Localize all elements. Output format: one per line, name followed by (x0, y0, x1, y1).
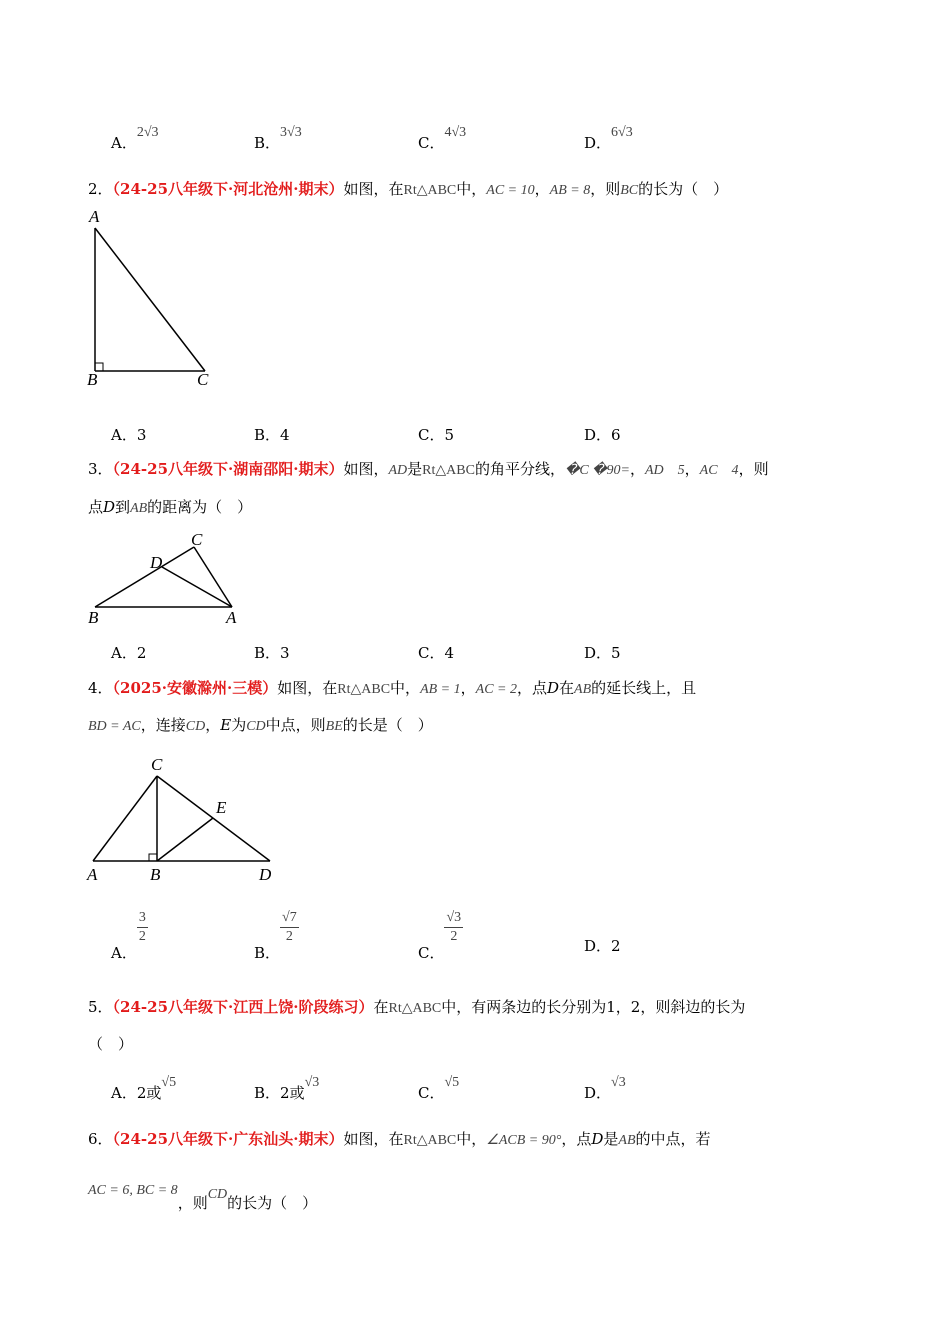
q2-label-b: B (87, 370, 98, 389)
q5-option-b[interactable]: B．2或√3 (254, 1075, 320, 1102)
q2-option-b[interactable]: B．4 (254, 426, 290, 444)
q6-source: （24-25八年级下·广东汕头·期末） (112, 1130, 344, 1148)
q4-option-b[interactable]: B． $\frac{√7}{2}$ (254, 910, 297, 962)
q3-stem-line1: 3．（24-25八年级下·湖南邵阳·期末）如图，AD是Rt△ABC的角平分线，�C �90=，AD 5，AC 4，则 (88, 460, 769, 478)
q5-stem-line1: 5．（24-25八年级下·江西上饶·阶段练习）在Rt△ABC中，有两条边的长分别为1，2，则斜边的长为 (88, 998, 746, 1016)
q1-option-b[interactable]: B．3√3 (254, 125, 302, 152)
q5-source: （24-25八年级下·江西上饶·阶段练习） (112, 998, 374, 1016)
q4-option-a-fraction: $\frac{3}{2}$ (138, 910, 146, 944)
q2-figure (85, 208, 225, 393)
q4-figure (88, 770, 278, 870)
q5-option-d[interactable]: D．√3 (584, 1075, 626, 1102)
q5-option-a[interactable]: A．2或√5 (111, 1075, 177, 1102)
q4-option-a[interactable]: A． $\frac{3}{2}$ (111, 910, 146, 962)
q5-stem-line2: （ ） (88, 1035, 134, 1053)
q4-label-a: A (87, 865, 98, 884)
q3-option-a[interactable]: A．2 (111, 644, 147, 662)
q2-label-c: C (197, 370, 209, 389)
q1-option-a-value: 2√3 (136, 125, 159, 140)
q4-option-d[interactable]: D．2 (584, 937, 621, 955)
q3-label-b: B (88, 608, 99, 627)
q4-label-e: E (216, 798, 227, 817)
q3-label-d: D (150, 553, 163, 572)
q5-option-c[interactable]: C．√5 (418, 1075, 460, 1102)
q4-source: （2025·安徽滁州·三模） (112, 679, 278, 697)
q3-source: （24-25八年级下·湖南邵阳·期末） (112, 460, 344, 478)
q1-option-b-value: 3√3 (280, 125, 302, 140)
q3-side-ca (194, 547, 232, 607)
q6-stem-line1: 6．（24-25八年级下·广东汕头·期末）如图，在Rt△ABC中，∠ACB = 90°，点D是AB的中点，若 (88, 1130, 711, 1148)
q4-stem-line1: 4．（2025·安徽滁州·三模）如图，在Rt△ABC中，AB = 1，AC = 2，点D在AB的延长线上，且 (88, 679, 697, 697)
q4-option-c[interactable]: C． $\frac{√3}{2}$ (418, 910, 462, 962)
q4-label-b: B (150, 865, 161, 884)
q4-stem-line2: BD = AC，连接CD，E为CD中点，则BE的长是（ ） (88, 716, 433, 734)
q3-bisector-ad (162, 567, 232, 607)
q3-option-b[interactable]: B．3 (254, 644, 290, 662)
q4-label-d: D (259, 865, 272, 884)
q1-option-a[interactable]: A．2√3 (111, 125, 159, 152)
q3-stem-line2: 点D到AB的距离为（ ） (88, 498, 253, 516)
q3-figure (90, 530, 250, 615)
q4-option-c-fraction: $\frac{√3}{2}$ (446, 910, 462, 944)
q6-stem-line2: AC = 6, BC = 8，则CD的长为（ ） (88, 1183, 318, 1212)
q3-option-d[interactable]: D．5 (584, 644, 621, 662)
q4-segment-be (157, 818, 213, 861)
q2-option-c[interactable]: C．5 (418, 426, 455, 444)
q1-option-d-value: 6√3 (611, 125, 633, 140)
q2-label-a: A (89, 207, 100, 226)
q3-label-a: A (226, 608, 237, 627)
q3-label-c: C (191, 530, 203, 549)
q3-option-c[interactable]: C．4 (418, 644, 455, 662)
q2-side-ac (95, 228, 205, 371)
q1-option-c-value: 4√3 (444, 125, 467, 140)
q2-option-d[interactable]: D．6 (584, 426, 621, 444)
q4-label-c: C (151, 755, 163, 774)
q1-option-c[interactable]: C．4√3 (418, 125, 467, 152)
q1-option-d[interactable]: D．6√3 (584, 125, 633, 152)
q2-option-a[interactable]: A．3 (111, 426, 147, 444)
q2-source: （24-25八年级下·河北沧州·期末） (112, 180, 344, 198)
q2-stem: 2．（24-25八年级下·河北沧州·期末）如图，在Rt△ABC中，AC = 10，AB = 8，则BC的长为（ ） (88, 180, 729, 198)
q4-right-angle-mark (149, 854, 157, 861)
q4-option-b-fraction: $\frac{√7}{2}$ (282, 910, 297, 944)
q4-side-ac (93, 776, 157, 861)
